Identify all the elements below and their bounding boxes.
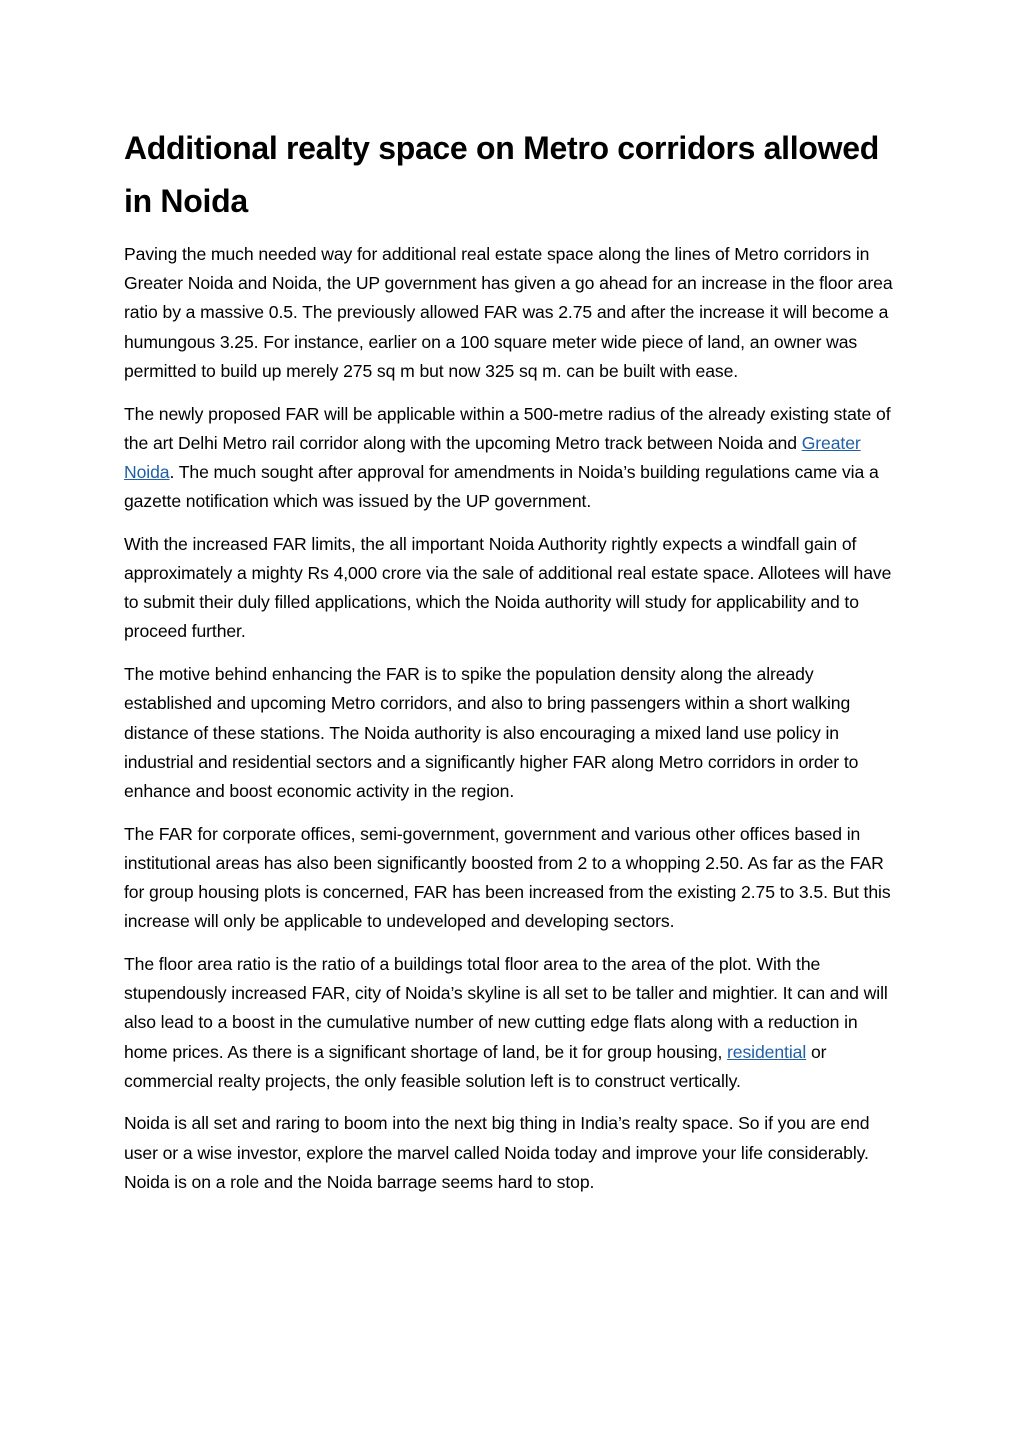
article-paragraph-2	[124, 400, 904, 517]
article-paragraph-6	[124, 950, 904, 1096]
paragraph-text: The floor area ratio is the ratio of a buildings total floor area to the area of the plot. With the stupendously increased FAR, city of Noida’s skyline is all set to be taller and mightier. It can and will also lead to a boost in the cumulative number of new cutting edge flats along with a reduction in home prices. As there is a significant shortage of land, be it for group housing,	[124, 953, 888, 1062]
article-title: Additional realty space on Metro corridors allowed in Noida	[124, 130, 879, 219]
paragraph-text: or commercial realty projects, the only feasible solution left is to construct vertically.	[124, 1041, 827, 1091]
article-paragraph-3: With the increased FAR limits, the all important Noida Authority rightly expects a windfall gain of approximately a mighty Rs 4,000 crore via the sale of additional real estate space. Allotees will have to submit their duly filled applications, which the Noida authority will study for applicability and to proceed further.	[124, 533, 892, 642]
paragraph-text: . The much sought after approval for amendments in Noida’s building regulations came via a gazette notification which was issued by the UP government.	[124, 461, 879, 512]
article-paragraph-5: The FAR for corporate offices, semi-government, government and various other offices based in institutional areas has also been significantly boosted from 2 to a whopping 2.50. As far as the FAR for group housing plots is concerned, FAR has been increased from the existing 2.75 to 3.5. But this increase will only be applicable to undeveloped and developing sectors.	[124, 823, 891, 932]
greater-noida-link[interactable]: Greater Noida	[124, 432, 861, 482]
article-paragraph-7: Noida is all set and raring to boom into the next big thing in India’s realty space. So if you are end user or a wise investor, explore the marvel called Noida today and improve your life considerably. Noida is on a role and the Noida barrage seems hard to stop.	[124, 1113, 870, 1192]
article-paragraph-4: The motive behind enhancing the FAR is to spike the population density along the already established and upcoming Metro corridors, and also to bring passengers within a short walking distance of these stations. The Noida authority is also encouraging a mixed land use policy in industrial and residential sectors and a significantly higher FAR along Metro corridors in order to enhance and boost economic activity in the region.	[124, 664, 859, 801]
residential-link[interactable]: residential	[727, 1041, 807, 1062]
paragraph-text: The newly proposed FAR will be applicable within a 500-metre radius of the already existing state of the art Delhi Metro rail corridor along with the upcoming Metro track between Noida and	[124, 403, 891, 453]
article-paragraph-1: Paving the much needed way for additional real estate space along the lines of Metro corridors in Greater Noida and Noida, the UP government has given a go ahead for an increase in the floor area ratio by a massive 0.5. The previously allowed FAR was 2.75 and after the increase it will become a humungous 3.25. For instance, earlier on a 100 square meter wide piece of land, an owner was permitted to build up merely 275 sq m but now 325 sq m. can be built with ease.	[124, 244, 893, 381]
document-page	[124, 122, 904, 1211]
